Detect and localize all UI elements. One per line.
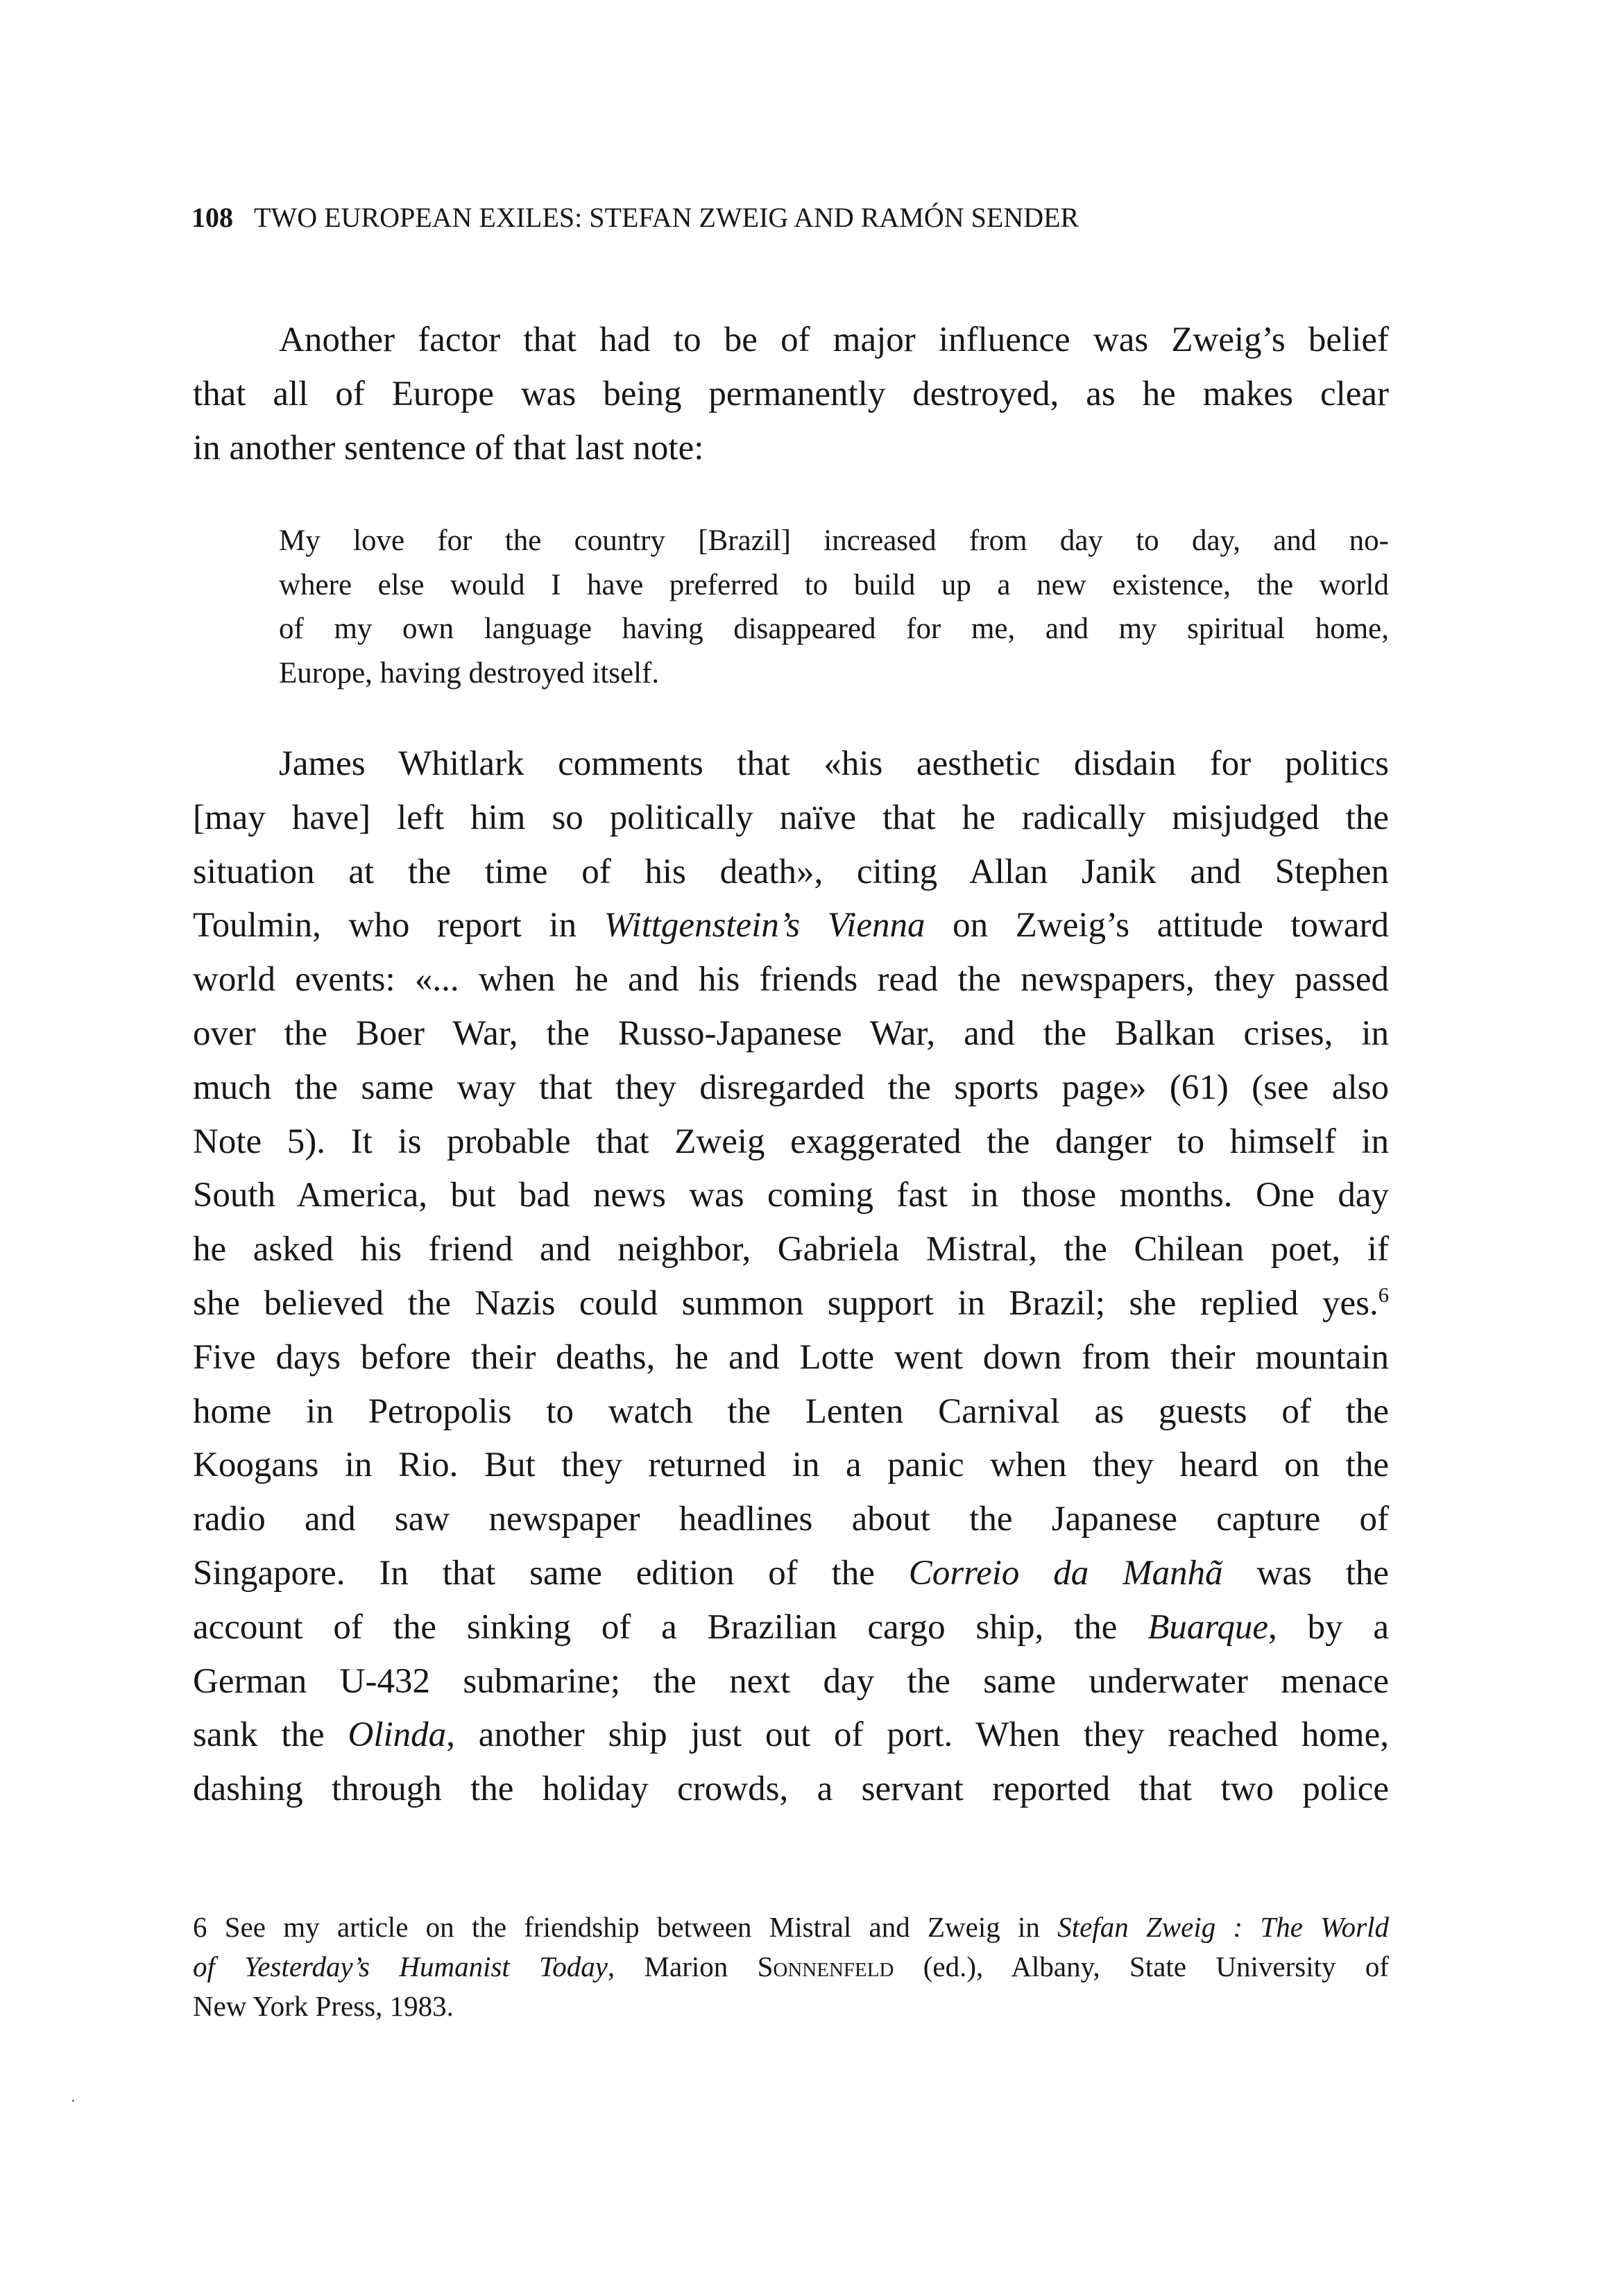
text-line: situation at the time of his death», citing Allan Janik and Stephen: [193, 852, 1389, 891]
newspaper-title: Correio da Manhã: [908, 1553, 1223, 1593]
text-line: [may have] left him so politically naïve that he radically misjudged the: [193, 798, 1389, 837]
block-quote: [279, 519, 1389, 695]
editor-surname: Sonnenfeld: [757, 1951, 894, 1982]
book-title: of Yesterday’s Humanist Today: [193, 1951, 608, 1982]
text-segment: sank the: [193, 1715, 348, 1755]
text-segment: , by a: [1267, 1607, 1389, 1647]
text-segment: she believed the Nazis could summon support in Brazil; she replied yes.: [193, 1283, 1378, 1323]
quote-line: My love for the country [Brazil] increased from day to day, and no-: [279, 524, 1389, 557]
text-segment: See my article on the friendship between Mistral and Zweig in: [207, 1911, 1058, 1943]
text-line: home in Petropolis to watch the Lenten Carnival as guests of the: [193, 1391, 1389, 1431]
text-line: James Whitlark comments that «his aesthetic disdain for politics: [279, 744, 1389, 783]
ship-name-olinda: Olinda: [348, 1715, 447, 1755]
text-segment: on Zweig’s attitude toward: [925, 906, 1389, 945]
text-line: over the Boer War, the Russo-Japanese War, and the Balkan crises, in: [193, 1013, 1389, 1053]
footnote-number: 6: [193, 1911, 207, 1943]
text-segment: account of the sinking of a Brazilian cargo ship, the: [193, 1607, 1148, 1647]
text-line: [193, 1277, 1389, 1331]
text-segment: , Marion: [607, 1951, 758, 1982]
footnote: [193, 1908, 1389, 2026]
text-line: much the same way that they disregarded the sports page» (61) (see also: [193, 1068, 1389, 1107]
text-line: dashing through the holiday crowds, a servant reported that two police: [193, 1770, 1389, 1809]
footnote-line: [193, 1908, 1389, 1947]
text-line: that all of Europe was being permanently destroyed, as he makes clear: [193, 374, 1389, 413]
quote-line: of my own language having disappeared for me, and my spiritual home,: [279, 612, 1389, 645]
text-line: [193, 899, 1389, 953]
text-line: South America, but bad news was coming fast in those months. One day: [193, 1176, 1389, 1215]
quote-line: where else would I have preferred to build up a new existence, the world: [279, 568, 1389, 601]
footnote-line: New York Press, 1983.: [193, 1990, 454, 2022]
text-segment: (ed.), Albany, State University of: [894, 1951, 1389, 1982]
text-line: world events: «... when he and his friends read the newspapers, they passed: [193, 960, 1389, 1000]
page-number: 108: [191, 202, 233, 233]
running-head: [191, 200, 1079, 236]
scan-speck: [72, 2100, 74, 2102]
text-line: [193, 1708, 1389, 1763]
text-segment: , another ship just out of port. When they reached home,: [446, 1715, 1389, 1755]
text-line: he asked his friend and neighbor, Gabriela Mistral, the Chilean poet, if: [193, 1230, 1389, 1269]
paragraph-2: [193, 737, 1389, 1817]
text-line: Koogans in Rio. But they returned in a panic when they heard on the: [193, 1446, 1389, 1485]
text-line: Note 5). It is probable that Zweig exaggerated the danger to himself in: [193, 1122, 1389, 1161]
text-line: Another factor that had to be of major influence was Zweig’s belief: [279, 320, 1389, 359]
text-line: Five days before their deaths, he and Lotte went down from their mountain: [193, 1337, 1389, 1377]
text-line: German U-432 submarine; the next day the same underwater menace: [193, 1661, 1389, 1701]
text-line: [193, 1547, 1389, 1601]
book-title: Stefan Zweig : The World: [1057, 1911, 1389, 1943]
ship-name-buarque: Buarque: [1147, 1607, 1268, 1647]
running-head-title: TWO EUROPEAN EXILES: STEFAN ZWEIG AND RAMÓN SENDER: [254, 202, 1079, 233]
footnote-line: [193, 1947, 1389, 1987]
paragraph-1: [193, 314, 1389, 475]
book-title-wittgensteins-vienna: Wittgenstein’s Vienna: [604, 906, 925, 945]
footnote-marker: 6: [1378, 1283, 1389, 1307]
text-line: radio and saw newspaper headlines about the Japanese capture of: [193, 1500, 1389, 1539]
text-line: in another sentence of that last note:: [193, 428, 704, 468]
text-line: [193, 1601, 1389, 1655]
text-segment: was the: [1222, 1553, 1389, 1593]
text-segment: Singapore. In that same edition of the: [193, 1553, 909, 1593]
quote-line: Europe, having destroyed itself.: [279, 656, 660, 689]
text-segment: Toulmin, who report in: [193, 906, 604, 945]
